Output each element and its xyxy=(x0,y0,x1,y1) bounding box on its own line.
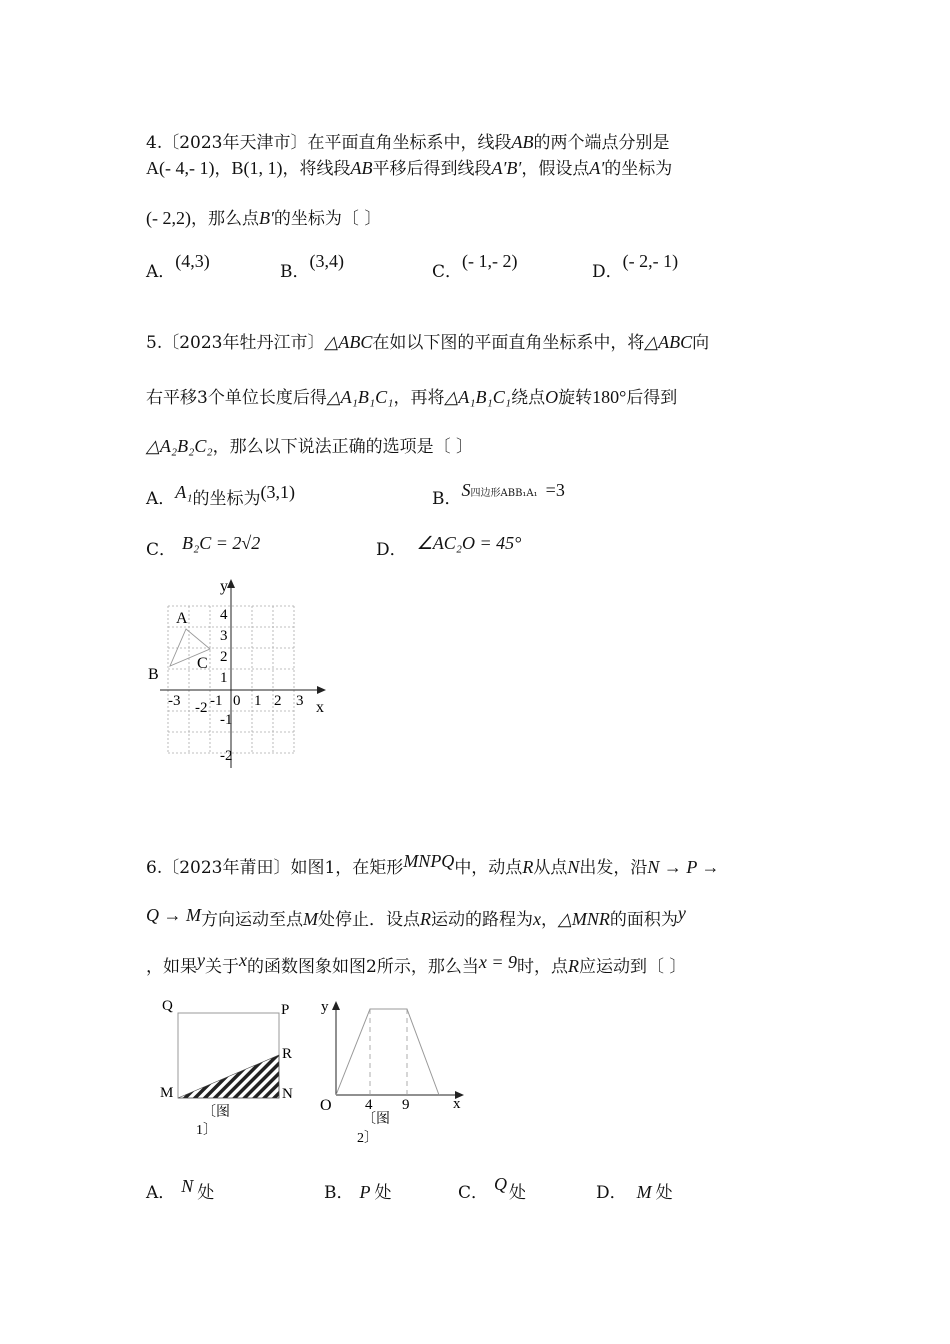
q6-path-part2: Q → M xyxy=(146,905,201,925)
q5-option-a[interactable] xyxy=(146,484,295,509)
q4-segment-ab-prime: A′B′ xyxy=(491,158,522,178)
q4-a-prime-coord: (- 2,2) xyxy=(146,208,191,228)
option-var: A₁ xyxy=(175,482,193,502)
option-label: A． xyxy=(146,262,176,282)
y-tick: -2 xyxy=(220,748,233,764)
q5-stem-text: 绕点 xyxy=(511,388,546,408)
q6-stem-text: 出发，沿 xyxy=(579,858,648,878)
q6-option-c[interactable] xyxy=(458,1174,527,1203)
q4-stem-text: 的两个端点分别是 xyxy=(533,133,670,153)
q5-triangle-abc: △ABC xyxy=(644,332,693,352)
option-label: B． xyxy=(280,262,310,282)
y-axis-arrow-icon xyxy=(332,1001,340,1010)
q6-stem-text: 时，点 xyxy=(516,957,568,977)
q5-triangle-abc: △ABC xyxy=(324,332,373,352)
label-x: x xyxy=(453,1096,461,1112)
q4-option-d[interactable] xyxy=(592,251,679,282)
option-label: A． xyxy=(146,1183,176,1203)
option-text: 的坐标为 xyxy=(192,489,261,509)
x-tick-labels xyxy=(168,693,304,716)
q4-option-a[interactable] xyxy=(146,251,210,282)
q5-triangle-a1b1c1: △A₁B₁C₁ xyxy=(444,387,512,407)
q4-separator: ， xyxy=(214,159,232,179)
label-r: R xyxy=(282,1046,293,1062)
y-tick: 4 xyxy=(220,607,228,623)
q4-point-b: B(1, 1) xyxy=(231,158,283,178)
y-tick: 2 xyxy=(220,649,228,665)
q5-triangle-a1b1c1: △A₁B₁C₁ xyxy=(326,387,394,407)
q4-segment-ab: AB xyxy=(350,158,373,178)
label-m: M xyxy=(160,1085,174,1101)
q6-figure-2 xyxy=(310,992,470,1152)
option-label: B． xyxy=(324,1183,354,1203)
q4-point-b-prime: B′ xyxy=(258,208,274,228)
q4-stem-text: 的坐标为 xyxy=(604,159,673,179)
x-axis-arrow-icon xyxy=(317,686,326,694)
q5-option-b[interactable] xyxy=(432,480,565,509)
q5-point-o: O xyxy=(545,387,559,407)
q5-option-d[interactable] xyxy=(376,535,521,560)
x-tick: -1 xyxy=(210,693,223,709)
y-tick: -1 xyxy=(220,712,233,728)
figure2-caption: 2〕 xyxy=(357,1131,378,1146)
option-label: A． xyxy=(146,489,176,509)
q6-rectangle-mnpq: MNPQ xyxy=(403,851,455,871)
q6-stem-text: 的函数图象如图2所示，那么当 xyxy=(247,957,479,977)
figure2-caption: 〔图 xyxy=(362,1112,390,1127)
figure1-caption: 〔图 xyxy=(202,1105,230,1120)
q6-point-r: R xyxy=(420,909,431,929)
q5-stem-text: ，那么以下说法正确的选项是〔 〕 xyxy=(212,437,474,457)
q4-option-c[interactable] xyxy=(432,251,518,282)
option-label: D． xyxy=(596,1183,627,1203)
q4-point-a-prime: A′ xyxy=(589,158,605,178)
option-var: M xyxy=(636,1182,652,1202)
q5-line1 xyxy=(146,328,709,353)
q6-stem-text: 方向运动至点 xyxy=(201,910,303,930)
label-q: Q xyxy=(162,998,173,1014)
q4-line1 xyxy=(146,128,669,153)
q4-line3 xyxy=(146,204,381,229)
q6-point-r: R xyxy=(522,857,534,877)
q4-stem-text: ，那么点 xyxy=(190,209,259,229)
q6-line3 xyxy=(146,952,686,977)
q5-stem-text: 旋转 xyxy=(558,388,593,408)
x-tick: -3 xyxy=(168,693,181,709)
option-label: C． xyxy=(458,1183,489,1203)
option-value: (- 2,- 1) xyxy=(622,251,679,271)
q6-line1 xyxy=(146,853,720,878)
q6-stem-text: 中，动点 xyxy=(454,858,523,878)
q5-stem-text: 在如以下图的平面直角坐标系中，将 xyxy=(372,333,645,353)
q5-line3 xyxy=(146,432,473,457)
q4-stem: 4.〔2023年天津市〕在平面直角坐标系中，线段 xyxy=(146,133,512,153)
y-tick: 3 xyxy=(220,628,228,644)
q4-stem-text: ，假设点 xyxy=(521,159,590,179)
q6-stem-text: 的面积为 xyxy=(609,910,678,930)
y-tick: 1 xyxy=(220,670,228,686)
option-value: (3,1) xyxy=(260,482,296,502)
option-var: S xyxy=(461,480,471,500)
q6-stem-text: 关于 xyxy=(205,957,239,977)
q6-line2 xyxy=(146,905,686,930)
q5-line2 xyxy=(146,383,677,408)
tick-4: 4 xyxy=(365,1097,373,1113)
q6-point-r: R xyxy=(567,956,579,976)
option-var: N xyxy=(181,1176,194,1196)
option-text: 处 xyxy=(655,1183,673,1203)
option-value: B₂C = 2√2 xyxy=(182,533,261,553)
option-label: B． xyxy=(432,489,462,509)
q6-stem-text: 从点 xyxy=(533,858,568,878)
q6-figure-1 xyxy=(150,992,310,1142)
option-text: 处 xyxy=(509,1183,527,1203)
q5-option-c[interactable] xyxy=(146,535,260,560)
q4-point-a: A(- 4,- 1) xyxy=(146,158,215,178)
triangle-mnr-shaded xyxy=(178,1055,279,1098)
q5-angle: 180° xyxy=(592,387,627,407)
point-label-a: A xyxy=(176,610,188,627)
q5-stem: 5.〔2023年牡丹江市〕 xyxy=(146,333,325,353)
q6-stem-text: ，如果 xyxy=(146,957,197,977)
x-tick: 1 xyxy=(254,693,262,709)
option-label: D． xyxy=(592,262,623,282)
function-graph xyxy=(336,1009,439,1095)
point-label-c: C xyxy=(197,655,208,672)
label-p: P xyxy=(281,1002,290,1018)
x-tick: 3 xyxy=(296,693,304,709)
y-axis-arrow-icon xyxy=(227,579,235,588)
q6-stem-text: ， xyxy=(541,910,558,930)
q6-x-equation: x = 9 xyxy=(478,952,517,972)
option-value: ∠AC₂O = 45° xyxy=(416,533,522,553)
option-var: Q xyxy=(494,1174,508,1194)
q5-stem-text: 向 xyxy=(692,333,710,353)
q6-option-a[interactable] xyxy=(146,1178,214,1203)
q5-triangle-a2b2c2: △A₂B₂C₂ xyxy=(146,436,213,456)
x-axis-label: x xyxy=(316,699,324,716)
option-value: (3,4) xyxy=(309,251,344,271)
q4-segment-ab: AB xyxy=(511,132,534,152)
q4-option-b[interactable] xyxy=(280,251,344,282)
q5-stem-text: ，再将 xyxy=(393,388,445,408)
q6-stem-text: 运动的路程为 xyxy=(431,910,533,930)
label-n: N xyxy=(282,1086,293,1102)
q6-point-n: N xyxy=(567,857,580,877)
q6-option-b[interactable] xyxy=(324,1178,392,1203)
q6-variable-x: x xyxy=(533,909,541,929)
q5-stem-text: 右平移3个单位长度后得 xyxy=(146,388,327,408)
tick-9: 9 xyxy=(402,1097,410,1113)
figure2-labels xyxy=(320,999,461,1146)
option-label: C． xyxy=(432,262,463,282)
q6-variable-x: x xyxy=(239,950,247,970)
q6-point-m: M xyxy=(303,909,318,929)
x-tick: 2 xyxy=(274,693,282,709)
q4-stem-text: 平移后得到线段 xyxy=(372,159,492,179)
option-value: (- 1,- 2) xyxy=(462,251,518,271)
label-y: y xyxy=(321,999,329,1015)
x-tick: -2 xyxy=(195,700,208,716)
option-subscript: 四边形ABB₁A₁ xyxy=(470,488,538,499)
q6-stem-text: 应运动到〔 〕 xyxy=(578,957,687,977)
option-var: P xyxy=(359,1182,371,1202)
figure1-caption: 1〕 xyxy=(196,1123,217,1138)
label-origin: O xyxy=(320,1097,332,1114)
q4-stem-text: 的坐标为〔 〕 xyxy=(273,209,382,229)
option-label: D． xyxy=(376,540,407,560)
q6-option-d[interactable] xyxy=(596,1178,673,1203)
q6-path-part1: N → P → xyxy=(647,857,720,877)
q4-line2 xyxy=(146,154,672,179)
point-label-b: B xyxy=(148,666,159,683)
option-label: C． xyxy=(146,540,177,560)
y-axis-label: y xyxy=(220,578,228,595)
option-text: 处 xyxy=(374,1183,392,1203)
q5-stem-text: 后得到 xyxy=(626,388,678,408)
q4-stem-text: ，将线段 xyxy=(282,159,351,179)
x-tick: 0 xyxy=(233,693,241,709)
q6-stem-text: 处停止．设点 xyxy=(318,910,420,930)
q6-variable-y: y xyxy=(677,903,686,923)
q6-triangle-mnr: △MNR xyxy=(558,909,610,929)
q6-variable-y: y xyxy=(197,950,205,970)
option-value: =3 xyxy=(545,480,565,500)
q5-coordinate-graph xyxy=(140,570,340,775)
option-value: (4,3) xyxy=(175,251,210,271)
q6-stem: 6.〔2023年莆田〕如图1，在矩形 xyxy=(146,858,404,878)
option-text: 处 xyxy=(197,1183,215,1203)
